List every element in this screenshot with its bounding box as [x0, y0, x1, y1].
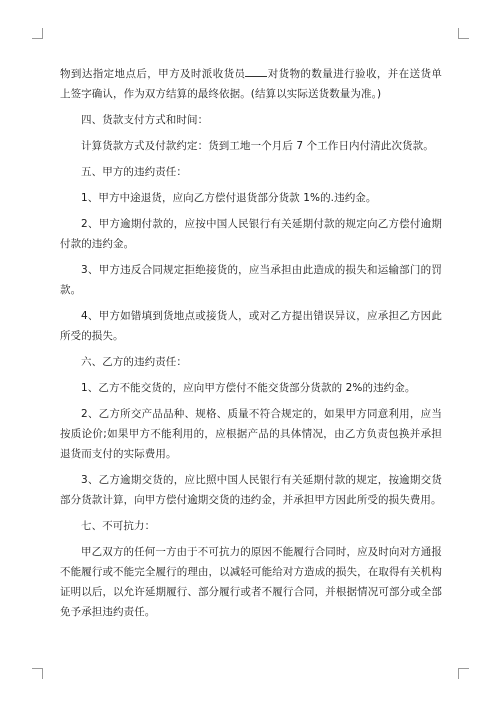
section-heading-6: 六、乙方的违约责任：: [81, 356, 187, 368]
paragraph-party-a-1: 1、甲方中途退货，应向乙方偿付退货部分货款 1%的.违约金。: [81, 192, 377, 204]
crop-mark-top-left: [32, 28, 43, 39]
section-heading-4: 四、货款支付方式和时间：: [81, 114, 209, 126]
blank-line: [245, 64, 267, 77]
paragraph-party-b-2: 2、乙方所交产品品种、规格、质量不符合规定的，如果甲方同意利用，应当按质论价;如果甲方不能利用的，应根据产品的具体情况，由乙方负责包换并承担退货而支付的实际费用。: [60, 408, 442, 460]
paragraph-party-a-2: 2、甲方逾期付款的，应按中国人民银行有关延期付款的规定向乙方偿付逾期付款的违约金。: [60, 218, 442, 250]
paragraph-force-majeure: 甲乙双方的任何一方由于不可抗力的原因不能履行合同时，应及时向对方通报不能履行或不能完全履行的理由，以减轻可能给对方造成的损失，在取得有关机构证明以后，以允许延期履行、部分履行或者不履行合同，并根据情况可部分或全部免予承担违约责任。: [60, 546, 442, 618]
paragraph-party-a-3: 3、甲方违反合同规定拒绝接货的，应当承担由此造成的损失和运输部门的罚款。: [60, 264, 442, 296]
paragraph-payment-terms: 计算货款方式及付款约定：货到工地一个月后 7 个工作日内付清此次货款。: [81, 140, 434, 152]
section-heading-5: 五、甲方的违约责任：: [81, 166, 187, 178]
document-body: [60, 64, 442, 626]
crop-mark-bottom-left: [32, 668, 43, 679]
crop-mark-top-right: [458, 28, 469, 39]
paragraph-acceptance-part2: 对货物的数量进行验收，并在送货单上签字确认，作为双方结算的最终依据。(结算以实际送货数量为准。): [60, 68, 442, 100]
paragraph-acceptance-part1: 物到达指定地点后，甲方及时派收货员: [60, 68, 246, 80]
paragraph-acceptance: [60, 64, 442, 104]
paragraph-party-b-3: 3、乙方逾期交货的，应比照中国人民银行有关延期付款的规定，按逾期交货部分货款计算，向甲方偿付逾期交货的违约金，并承担甲方因此所受的损失费用。: [60, 474, 442, 506]
paragraph-party-b-1: 1、乙方不能交货的，应向甲方偿付不能交货部分货款的 2%的违约金。: [81, 382, 416, 394]
section-heading-7: 七、不可抗力：: [81, 520, 156, 532]
paragraph-party-a-4: 4、甲方如错填到货地点或接货人，或对乙方提出错误异议，应承担乙方因此所受的损失。: [60, 310, 442, 342]
crop-mark-bottom-right: [458, 668, 469, 679]
